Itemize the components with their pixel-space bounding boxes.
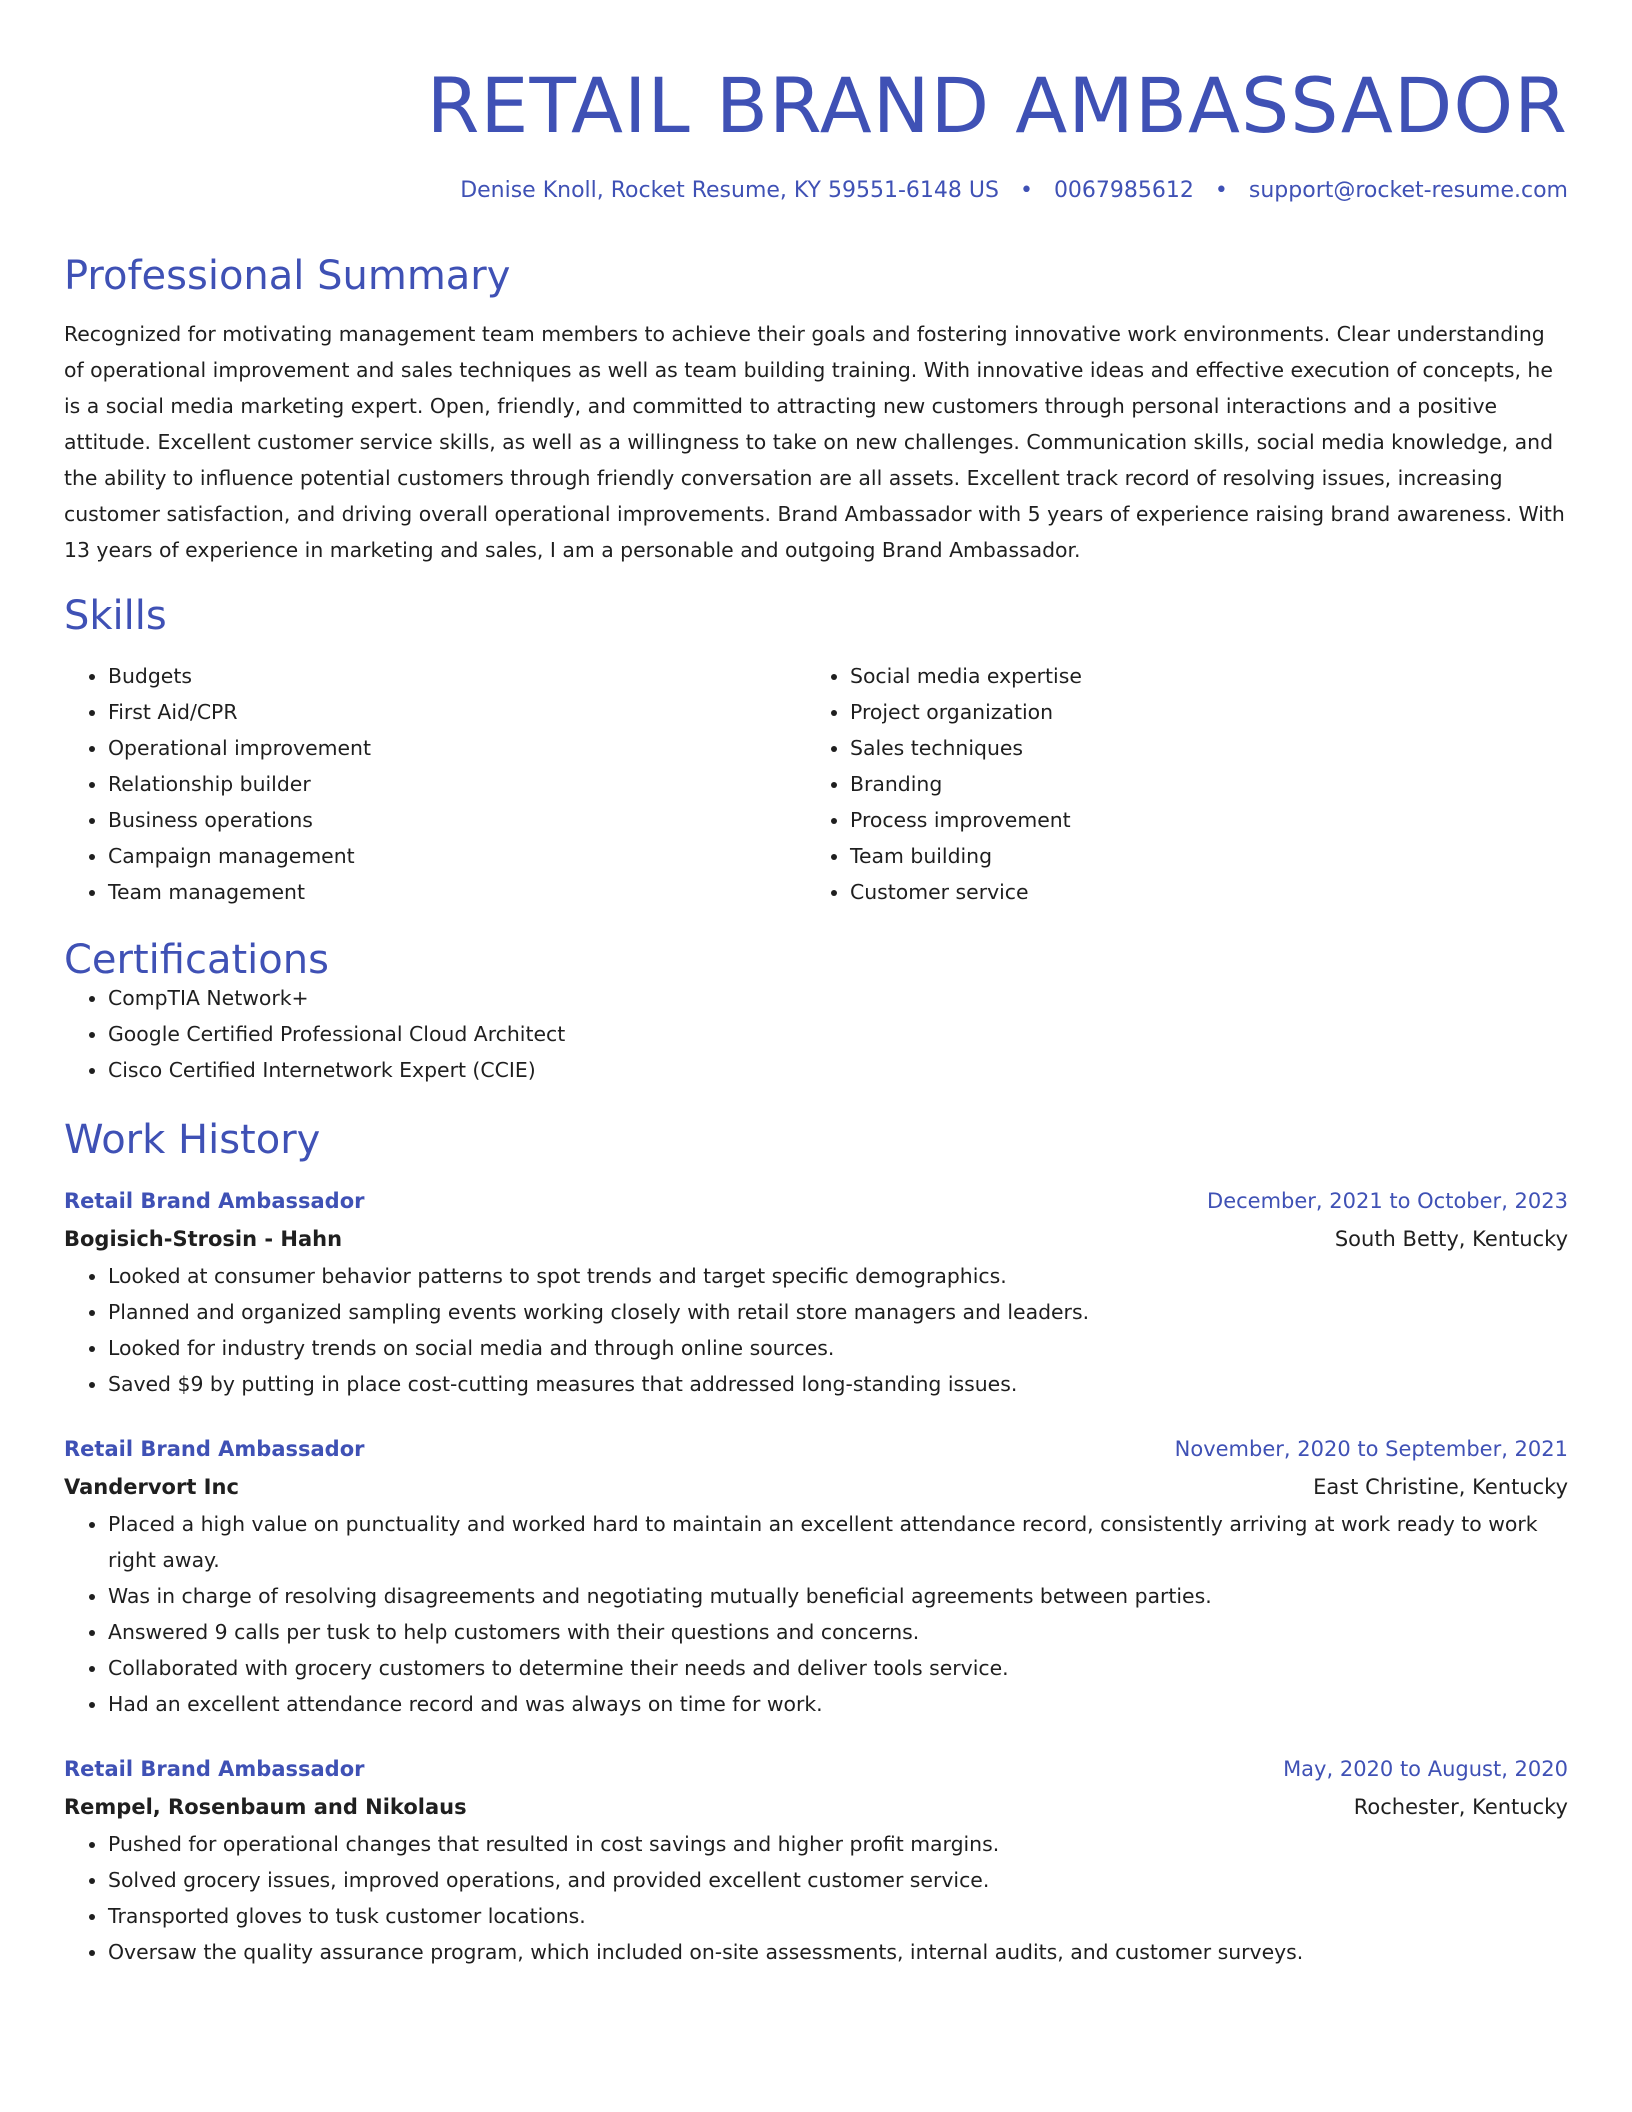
job-bullet: • Saved $9 by putting in place cost-cutting measures that addressed long-standing issues. bbox=[108, 1366, 1568, 1402]
certification-item: • Google Certified Professional Cloud Architect bbox=[108, 1016, 1568, 1052]
job-title: Retail Brand Ambassador bbox=[64, 1757, 365, 1781]
summary-text: Recognized for motivating management team members to achieve their goals and fostering innovative work environments. Clear understanding of operational improvement and sales techniques as well as team building training. With innovative ideas and effective execution of concepts, he is a social media marketing expert. Open, friendly, and committed to attracting new customers through personal interactions and a positive attitude. Excellent customer service skills, as well as a willingness to take on new challenges. Communication skills, social media knowledge, and the ability to influence potential customers through friendly conversation are all assets. Excellent track record of resolving issues, increasing customer satisfaction, and driving overall operational improvements. Brand Ambassador with 5 years of experience raising brand awareness. With 13 years of experience in marketing and sales, I am a personable and outgoing Brand Ambassador. bbox=[64, 322, 1565, 562]
job-bullet: • Looked at consumer behavior patterns to spot trends and target specific demographics. bbox=[108, 1258, 1568, 1294]
skills-column-right bbox=[806, 658, 1548, 910]
job-bullet: • Looked for industry trends on social media and through online sources. bbox=[108, 1330, 1568, 1366]
job-bullet: • Planned and organized sampling events working closely with retail store managers and leaders. bbox=[108, 1294, 1568, 1330]
job-dates: November, 2020 to September, 2021 bbox=[1174, 1437, 1568, 1461]
skills-list-left bbox=[64, 658, 806, 910]
certification-item: • Cisco Certified Internetwork Expert (CCIE) bbox=[108, 1052, 1568, 1088]
summary-heading: Professional Summary bbox=[64, 253, 511, 299]
contact-line bbox=[64, 180, 1568, 202]
job-bullet: • Oversaw the quality assurance program, which included on-site assessments, internal audits, and customer surveys. bbox=[108, 1934, 1568, 1970]
job-title: Retail Brand Ambassador bbox=[64, 1437, 365, 1461]
job-bullet: • Had an excellent attendance record and was always on time for work. bbox=[108, 1686, 1568, 1722]
job-dates: May, 2020 to August, 2020 bbox=[1283, 1757, 1568, 1781]
contact-address: Denise Knoll, Rocket Resume, KY 59551-6148 US bbox=[460, 178, 999, 203]
job-bullets bbox=[64, 1506, 1568, 1722]
job-bullets bbox=[64, 1826, 1568, 1970]
job-location: South Betty, Kentucky bbox=[1334, 1227, 1568, 1251]
skills-column-left bbox=[64, 658, 806, 910]
job-entry bbox=[64, 1750, 1568, 1970]
skills-grid bbox=[64, 658, 1568, 910]
skill-item: • Project organization bbox=[850, 694, 1548, 730]
job-entry bbox=[64, 1430, 1568, 1722]
job-dates: December, 2021 to October, 2023 bbox=[1207, 1189, 1568, 1213]
job-location: East Christine, Kentucky bbox=[1313, 1475, 1568, 1499]
job-company: Bogisich-Strosin - Hahn bbox=[64, 1227, 343, 1251]
job-company-row bbox=[64, 1468, 1568, 1506]
job-header-row bbox=[64, 1430, 1568, 1468]
contact-phone: 0067985612 bbox=[1053, 178, 1194, 203]
skill-item: • Process improvement bbox=[850, 802, 1548, 838]
skill-item: • Customer service bbox=[850, 874, 1548, 910]
job-bullet: • Solved grocery issues, improved operations, and provided excellent customer service. bbox=[108, 1862, 1568, 1898]
work-history-heading: Work History bbox=[64, 1117, 321, 1163]
skill-item: • Team building bbox=[850, 838, 1548, 874]
job-title: Retail Brand Ambassador bbox=[64, 1189, 365, 1213]
job-bullet: • Pushed for operational changes that resulted in cost savings and higher profit margins. bbox=[108, 1826, 1568, 1862]
skill-item: • First Aid/CPR bbox=[108, 694, 806, 730]
skills-list-right bbox=[806, 658, 1548, 910]
skill-item: • Social media expertise bbox=[850, 658, 1548, 694]
skill-item: • Relationship builder bbox=[108, 766, 806, 802]
certification-item: • CompTIA Network+ bbox=[108, 980, 1568, 1016]
job-company-row bbox=[64, 1220, 1568, 1258]
job-bullets bbox=[64, 1258, 1568, 1402]
contact-email: support@rocket-resume.com bbox=[1248, 178, 1568, 203]
skills-heading: Skills bbox=[64, 593, 167, 639]
skill-item: • Team management bbox=[108, 874, 806, 910]
skill-item: • Campaign management bbox=[108, 838, 806, 874]
job-company: Rempel, Rosenbaum and Nikolaus bbox=[64, 1795, 467, 1819]
resume-title: RETAIL BRAND AMBASSADOR bbox=[426, 61, 1568, 150]
job-bullet: • Answered 9 calls per tusk to help customers with their questions and concerns. bbox=[108, 1614, 1568, 1650]
job-entry bbox=[64, 1182, 1568, 1402]
skill-item: • Sales techniques bbox=[850, 730, 1548, 766]
skill-item: • Budgets bbox=[108, 658, 806, 694]
job-bullet: • Collaborated with grocery customers to determine their needs and deliver tools service. bbox=[108, 1650, 1568, 1686]
job-bullet: • Was in charge of resolving disagreements and negotiating mutually beneficial agreements between parties. bbox=[108, 1578, 1568, 1614]
certifications-heading: Certifications bbox=[64, 937, 329, 983]
job-bullet: • Transported gloves to tusk customer locations. bbox=[108, 1898, 1568, 1934]
job-header-row bbox=[64, 1750, 1568, 1788]
job-bullet: • Placed a high value on punctuality and worked hard to maintain an excellent attendance record, consistently arriving at work ready to work right away. bbox=[108, 1506, 1568, 1578]
contact-separator: • bbox=[1214, 178, 1228, 203]
skill-item: • Business operations bbox=[108, 802, 806, 838]
skill-item: • Branding bbox=[850, 766, 1548, 802]
contact-separator: • bbox=[1019, 178, 1033, 203]
job-location: Rochester, Kentucky bbox=[1353, 1795, 1568, 1819]
certifications-list bbox=[64, 980, 1568, 1088]
job-header-row bbox=[64, 1182, 1568, 1220]
job-company: Vandervort Inc bbox=[64, 1475, 239, 1499]
skill-item: • Operational improvement bbox=[108, 730, 806, 766]
job-company-row bbox=[64, 1788, 1568, 1826]
